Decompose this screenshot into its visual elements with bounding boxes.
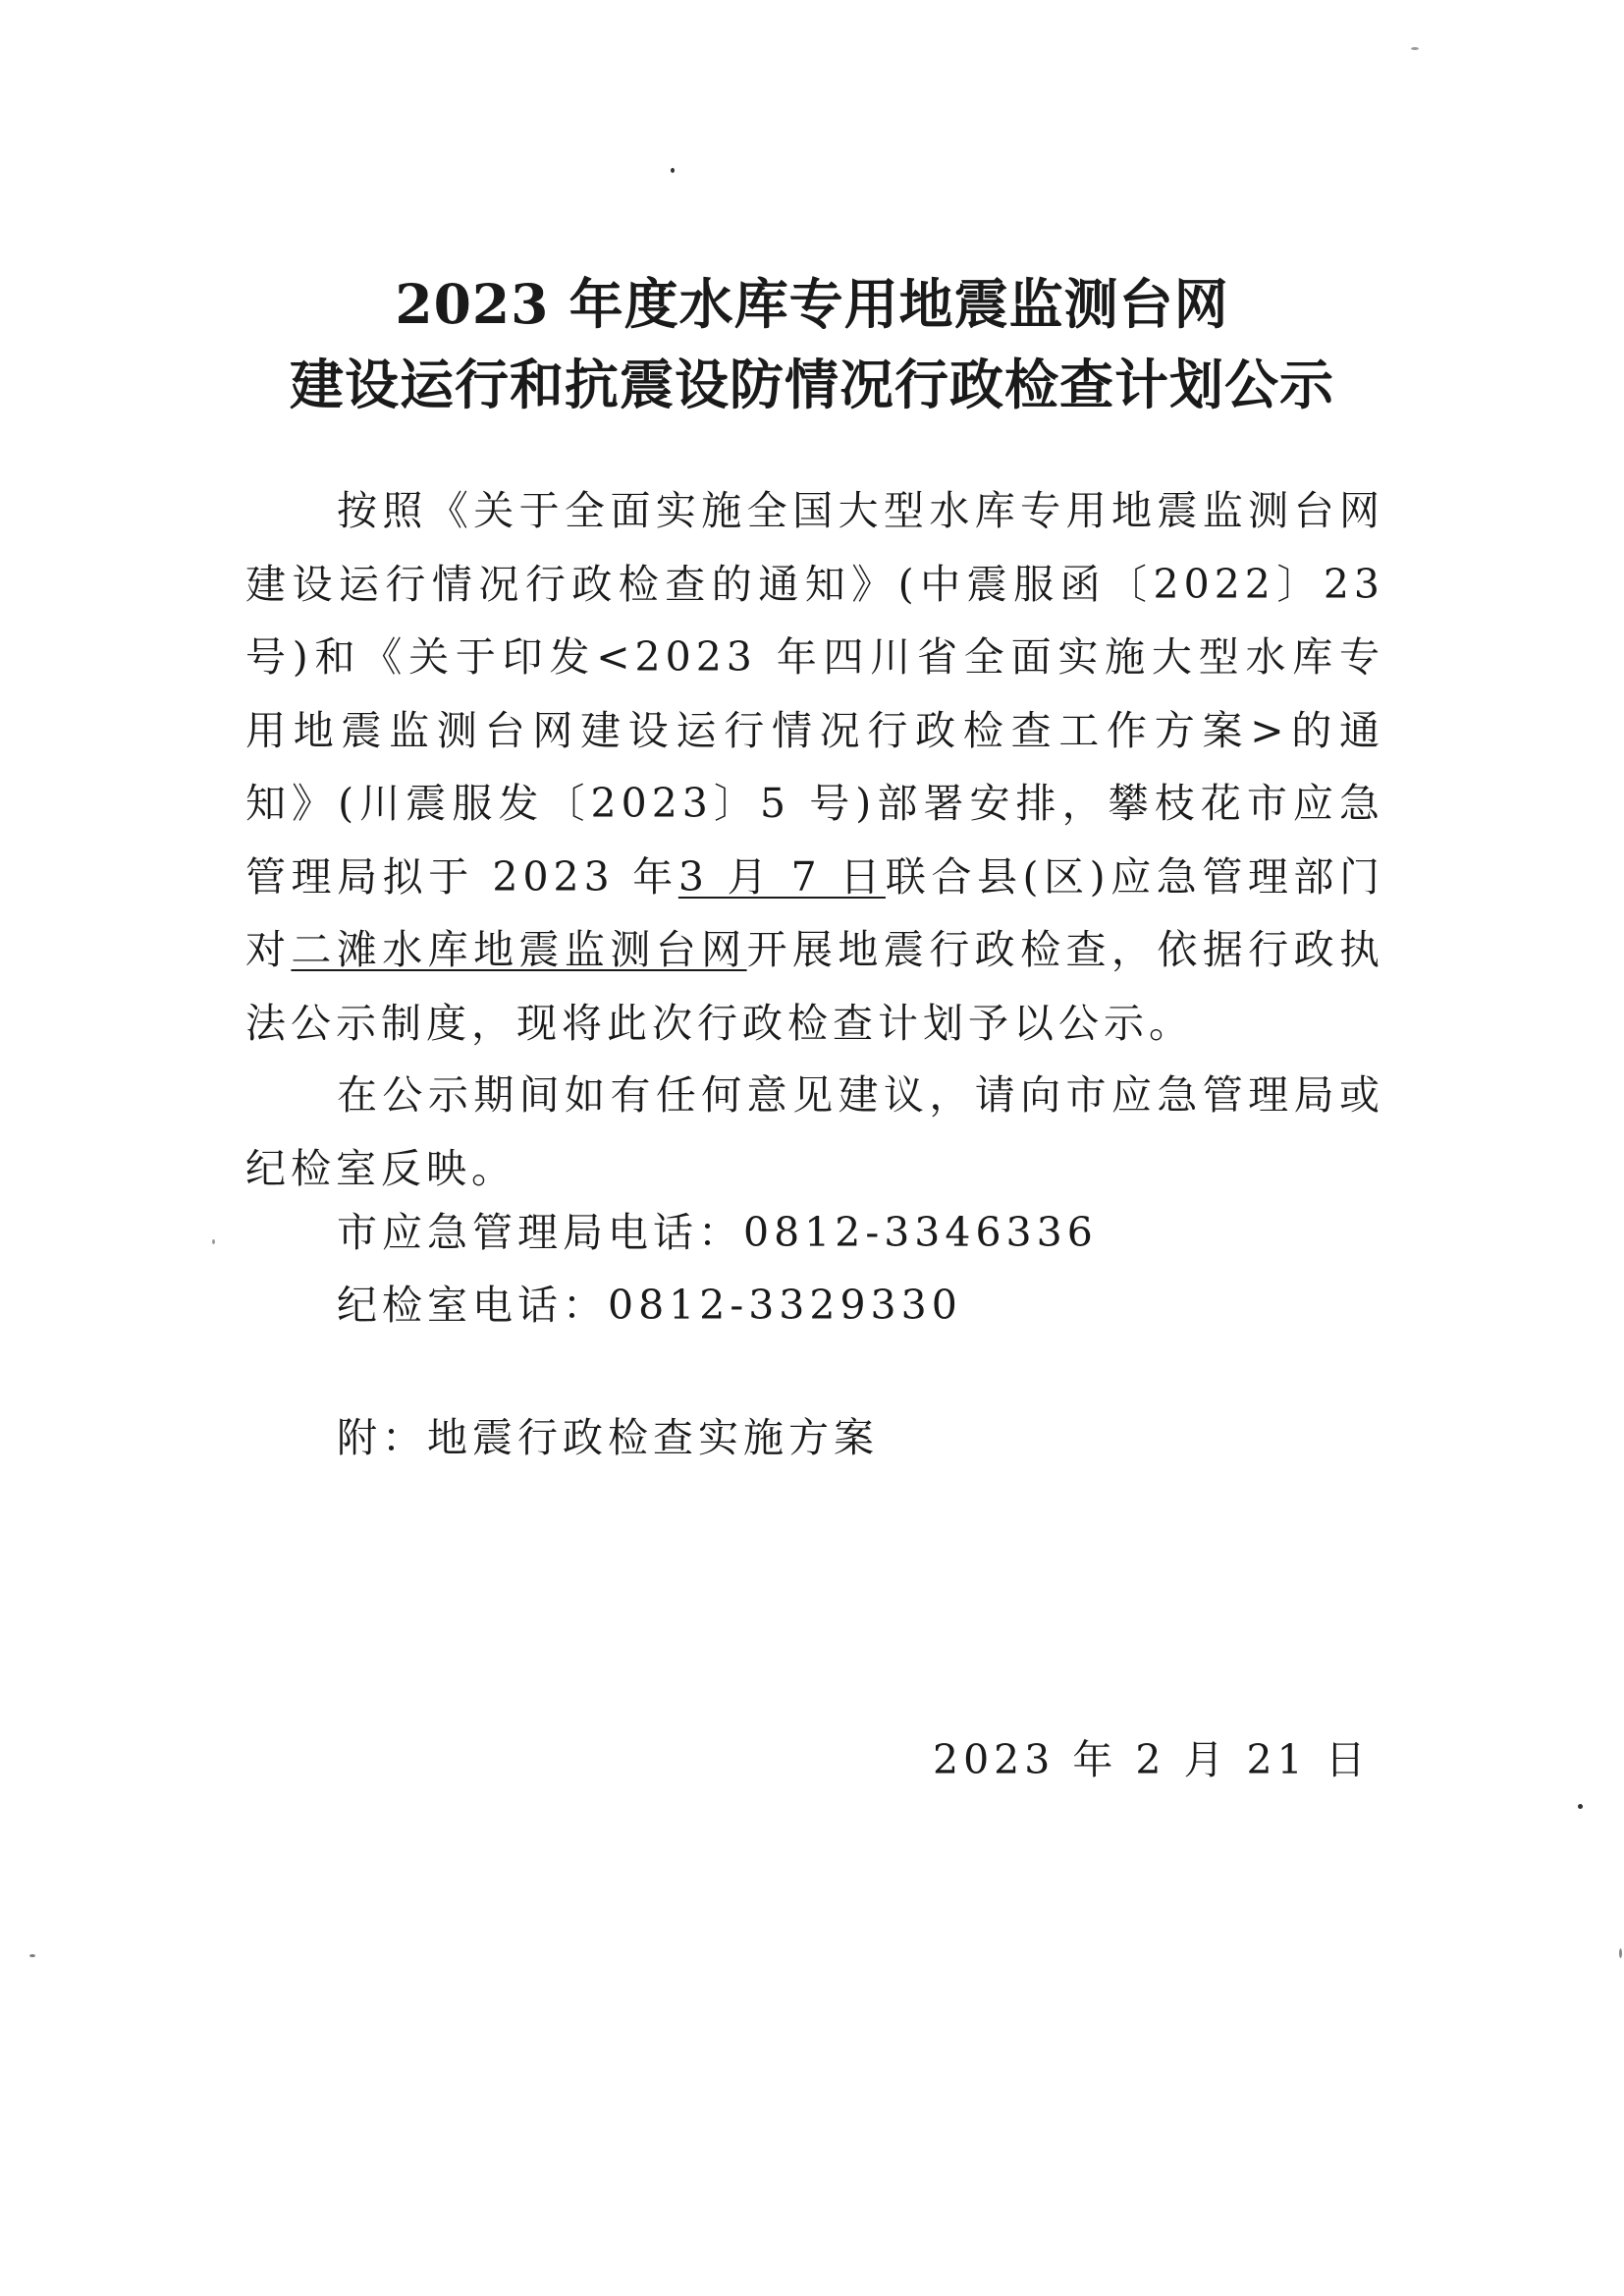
discipline-office-phone: 纪检室电话：0812-3329330 <box>337 1282 962 1329</box>
scan-speck <box>1578 1804 1583 1809</box>
document-title-line-2: 建设运行和抗震设防情况行政检查计划公示 <box>289 353 1334 416</box>
bureau-phone: 市应急管理局电话：0812-3346336 <box>337 1209 1098 1256</box>
scan-speck <box>1619 1948 1622 1958</box>
document-title-line-1: 2023 年度水库专用地震监测台网 <box>395 272 1229 336</box>
scan-speck <box>671 168 675 173</box>
document-date: 2023 年 2 月 21 日 <box>933 1736 1371 1783</box>
scan-speck <box>1411 47 1419 50</box>
main-paragraph <box>245 474 1384 1060</box>
inspection-target: 二滩水库地震监测台网 <box>291 926 747 973</box>
scan-speck <box>212 1239 215 1244</box>
paragraph-text-part-2: 联合县(区)应急管理部门对 <box>245 852 1384 973</box>
attachment-note: 附：地震行政检查实施方案 <box>337 1414 879 1461</box>
scan-speck <box>29 1954 35 1957</box>
feedback-paragraph: 在公示期间如有任何意见建议，请向市应急管理局或纪检室反映。 <box>245 1071 1384 1192</box>
inspection-date: 3 月 7 日 <box>677 852 886 901</box>
paragraph-text-part-1: 按照《关于全面实施全国大型水库专用地震监测台网建设运行情况行政检查的通知》(中震服函〔2022〕23 号)和《关于印发<2023 年四川省全面实施大型水库专用地震监测台网建设运行情况行政检查工作方案>的通知》(川震服发〔2023〕5 号)部署安排，攀枝花市应急管理局拟于 2023 年 <box>245 487 1384 901</box>
paragraph-text-part-3: 开展地震行政检查，依据行政执法公示制度，现将此次行政检查计划予以公示。 <box>245 926 1385 1047</box>
